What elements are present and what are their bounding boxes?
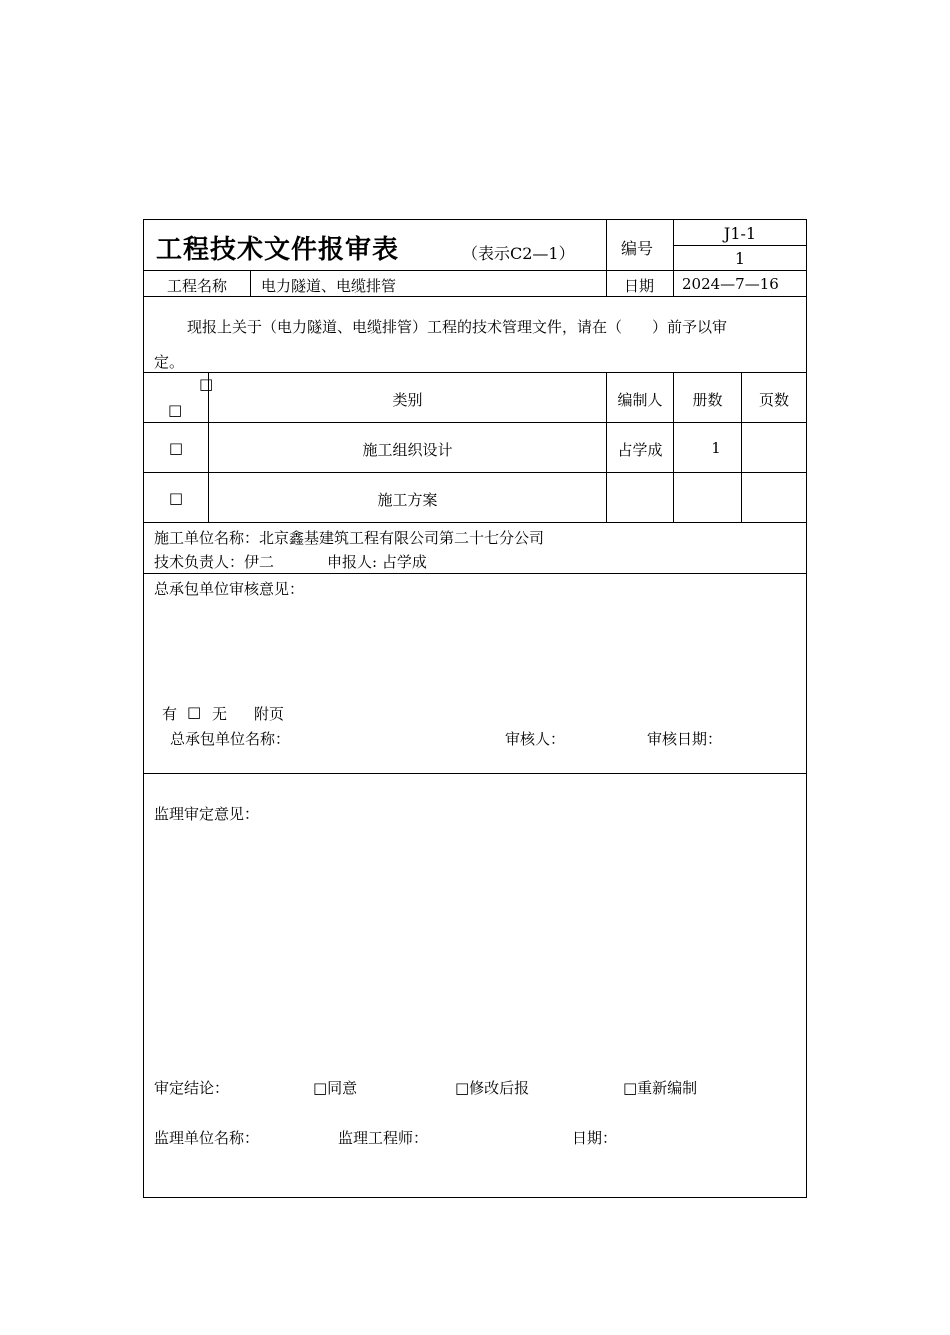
column-header-pages: 页数 — [758, 391, 789, 409]
header-checkbox[interactable]: □ — [168, 401, 183, 419]
project-name-value: 电力隧道、电缆排管 — [261, 277, 397, 295]
number-value-2: 1 — [734, 249, 746, 268]
attachment-checkbox[interactable]: □ — [187, 703, 202, 721]
contractor-unit-name: 施工单位名称：北京鑫基建筑工程有限公司第二十七分公司 — [154, 529, 545, 547]
divider — [143, 422, 807, 423]
column-header-volumes: 册数 — [692, 391, 723, 409]
tech-lead: 技术负责人：伊二 — [154, 553, 275, 571]
divider — [143, 296, 807, 297]
attachment-no: 无 — [212, 705, 228, 723]
attachment-pages: 附页 — [254, 705, 285, 723]
number-value-1: J1-1 — [723, 224, 757, 243]
option-revise[interactable]: □修改后报 — [455, 1079, 530, 1097]
applicant: 申报人: 占学成 — [327, 553, 427, 571]
conclusion-label: 审定结论： — [154, 1079, 230, 1097]
supervision-unit-name: 监理单位名称： — [154, 1129, 260, 1147]
divider — [143, 372, 807, 373]
number-label: 编号 — [621, 239, 654, 258]
cell-volumes: 1 — [711, 439, 721, 457]
review-date: 审核日期： — [647, 730, 723, 748]
border-left — [143, 219, 144, 1198]
supervision-opinion-label: 监理审定意见： — [154, 805, 260, 823]
row-checkbox[interactable]: □ — [168, 489, 184, 507]
form-code: （表示C2—1） — [462, 244, 575, 263]
border-top — [143, 219, 807, 220]
page-title: 工程技术文件报审表 — [156, 235, 400, 265]
date-value: 2024—7—16 — [682, 275, 779, 293]
divider — [143, 270, 807, 271]
divider — [143, 472, 807, 473]
cell-category: 施工方案 — [377, 491, 438, 509]
general-contractor-opinion-label: 总承包单位审核意见： — [154, 580, 305, 598]
divider — [606, 219, 607, 296]
row-checkbox[interactable]: □ — [168, 439, 184, 457]
date-label: 日期 — [624, 277, 655, 295]
column-header-category: 类别 — [392, 391, 423, 409]
reviewer: 审核人： — [505, 730, 566, 748]
divider — [673, 245, 807, 246]
divider — [143, 573, 807, 574]
cell-category: 施工组织设计 — [362, 441, 453, 459]
supervising-engineer: 监理工程师： — [338, 1129, 429, 1147]
border-right — [806, 219, 807, 1198]
supervision-date: 日期： — [572, 1129, 618, 1147]
border-bottom — [143, 1197, 807, 1198]
intro-text-continued: 定。 — [154, 353, 185, 371]
cell-author: 占学成 — [617, 441, 663, 459]
general-contractor-unit-name: 总承包单位名称： — [170, 730, 291, 748]
header-checkbox[interactable]: □ — [199, 375, 214, 393]
divider — [250, 270, 251, 296]
attachment-yes: 有 — [162, 705, 178, 723]
divider — [143, 522, 807, 523]
option-redo[interactable]: □重新编制 — [623, 1079, 698, 1097]
option-agree[interactable]: □同意 — [313, 1079, 358, 1097]
project-name-label: 工程名称 — [166, 277, 227, 295]
divider — [143, 773, 807, 774]
intro-text: 现报上关于（电力隧道、电缆排管）工程的技术管理文件，请在（ ）前予以审 — [187, 318, 728, 336]
column-header-author: 编制人 — [617, 391, 663, 409]
